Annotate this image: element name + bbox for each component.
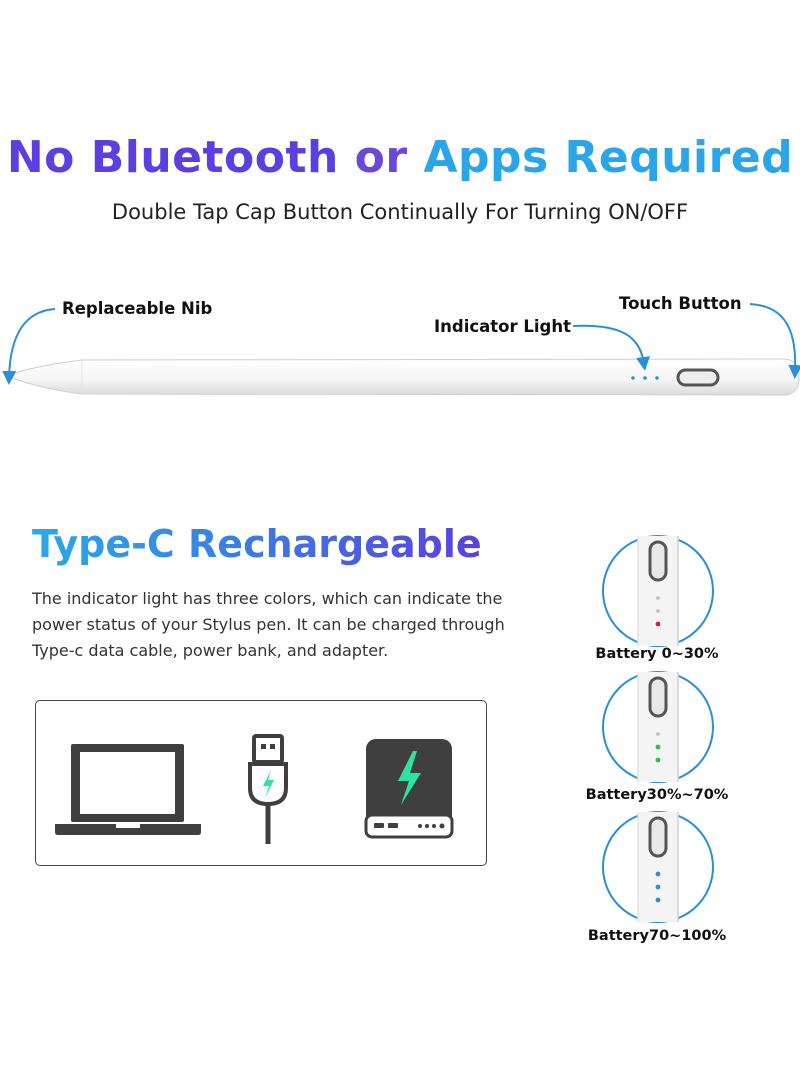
laptop-icon: [55, 740, 201, 838]
usb-type-c-cable-icon: [244, 732, 292, 846]
subheadline: Double Tap Cap Button Continually For Turning ON/OFF: [111, 200, 689, 224]
battery-label-low: Battery 0~30%: [595, 646, 719, 662]
section-title: Type-C Rechargeable: [32, 522, 482, 566]
power-bank-icon: [362, 737, 456, 843]
callout-replaceable-nib: Replaceable Nib: [62, 299, 213, 318]
battery-label-mid: Battery30%~70%: [585, 787, 729, 803]
headline-part-1: No Bluetooth: [6, 132, 339, 183]
touch-button[interactable]: [678, 370, 718, 385]
indicator-arrow: [573, 326, 644, 364]
battery-mid-indicator-closeup: [601, 670, 715, 784]
headline-part-2: or: [354, 132, 408, 183]
section-description: The indicator light has three colors, which can indicate the power status of your Stylus pen. It can be charged through Type-c data cable, power bank, and adapter.: [32, 589, 505, 660]
battery-high-indicator-closeup: [601, 810, 715, 924]
headline-part-3: Apps Required: [423, 132, 794, 183]
callout-indicator-light: Indicator Light: [434, 317, 571, 336]
callout-touch-button: Touch Button: [619, 294, 742, 313]
battery-low-indicator-closeup: [601, 534, 715, 648]
headline: [0, 132, 800, 183]
battery-label-high: Battery70~100%: [587, 928, 727, 944]
